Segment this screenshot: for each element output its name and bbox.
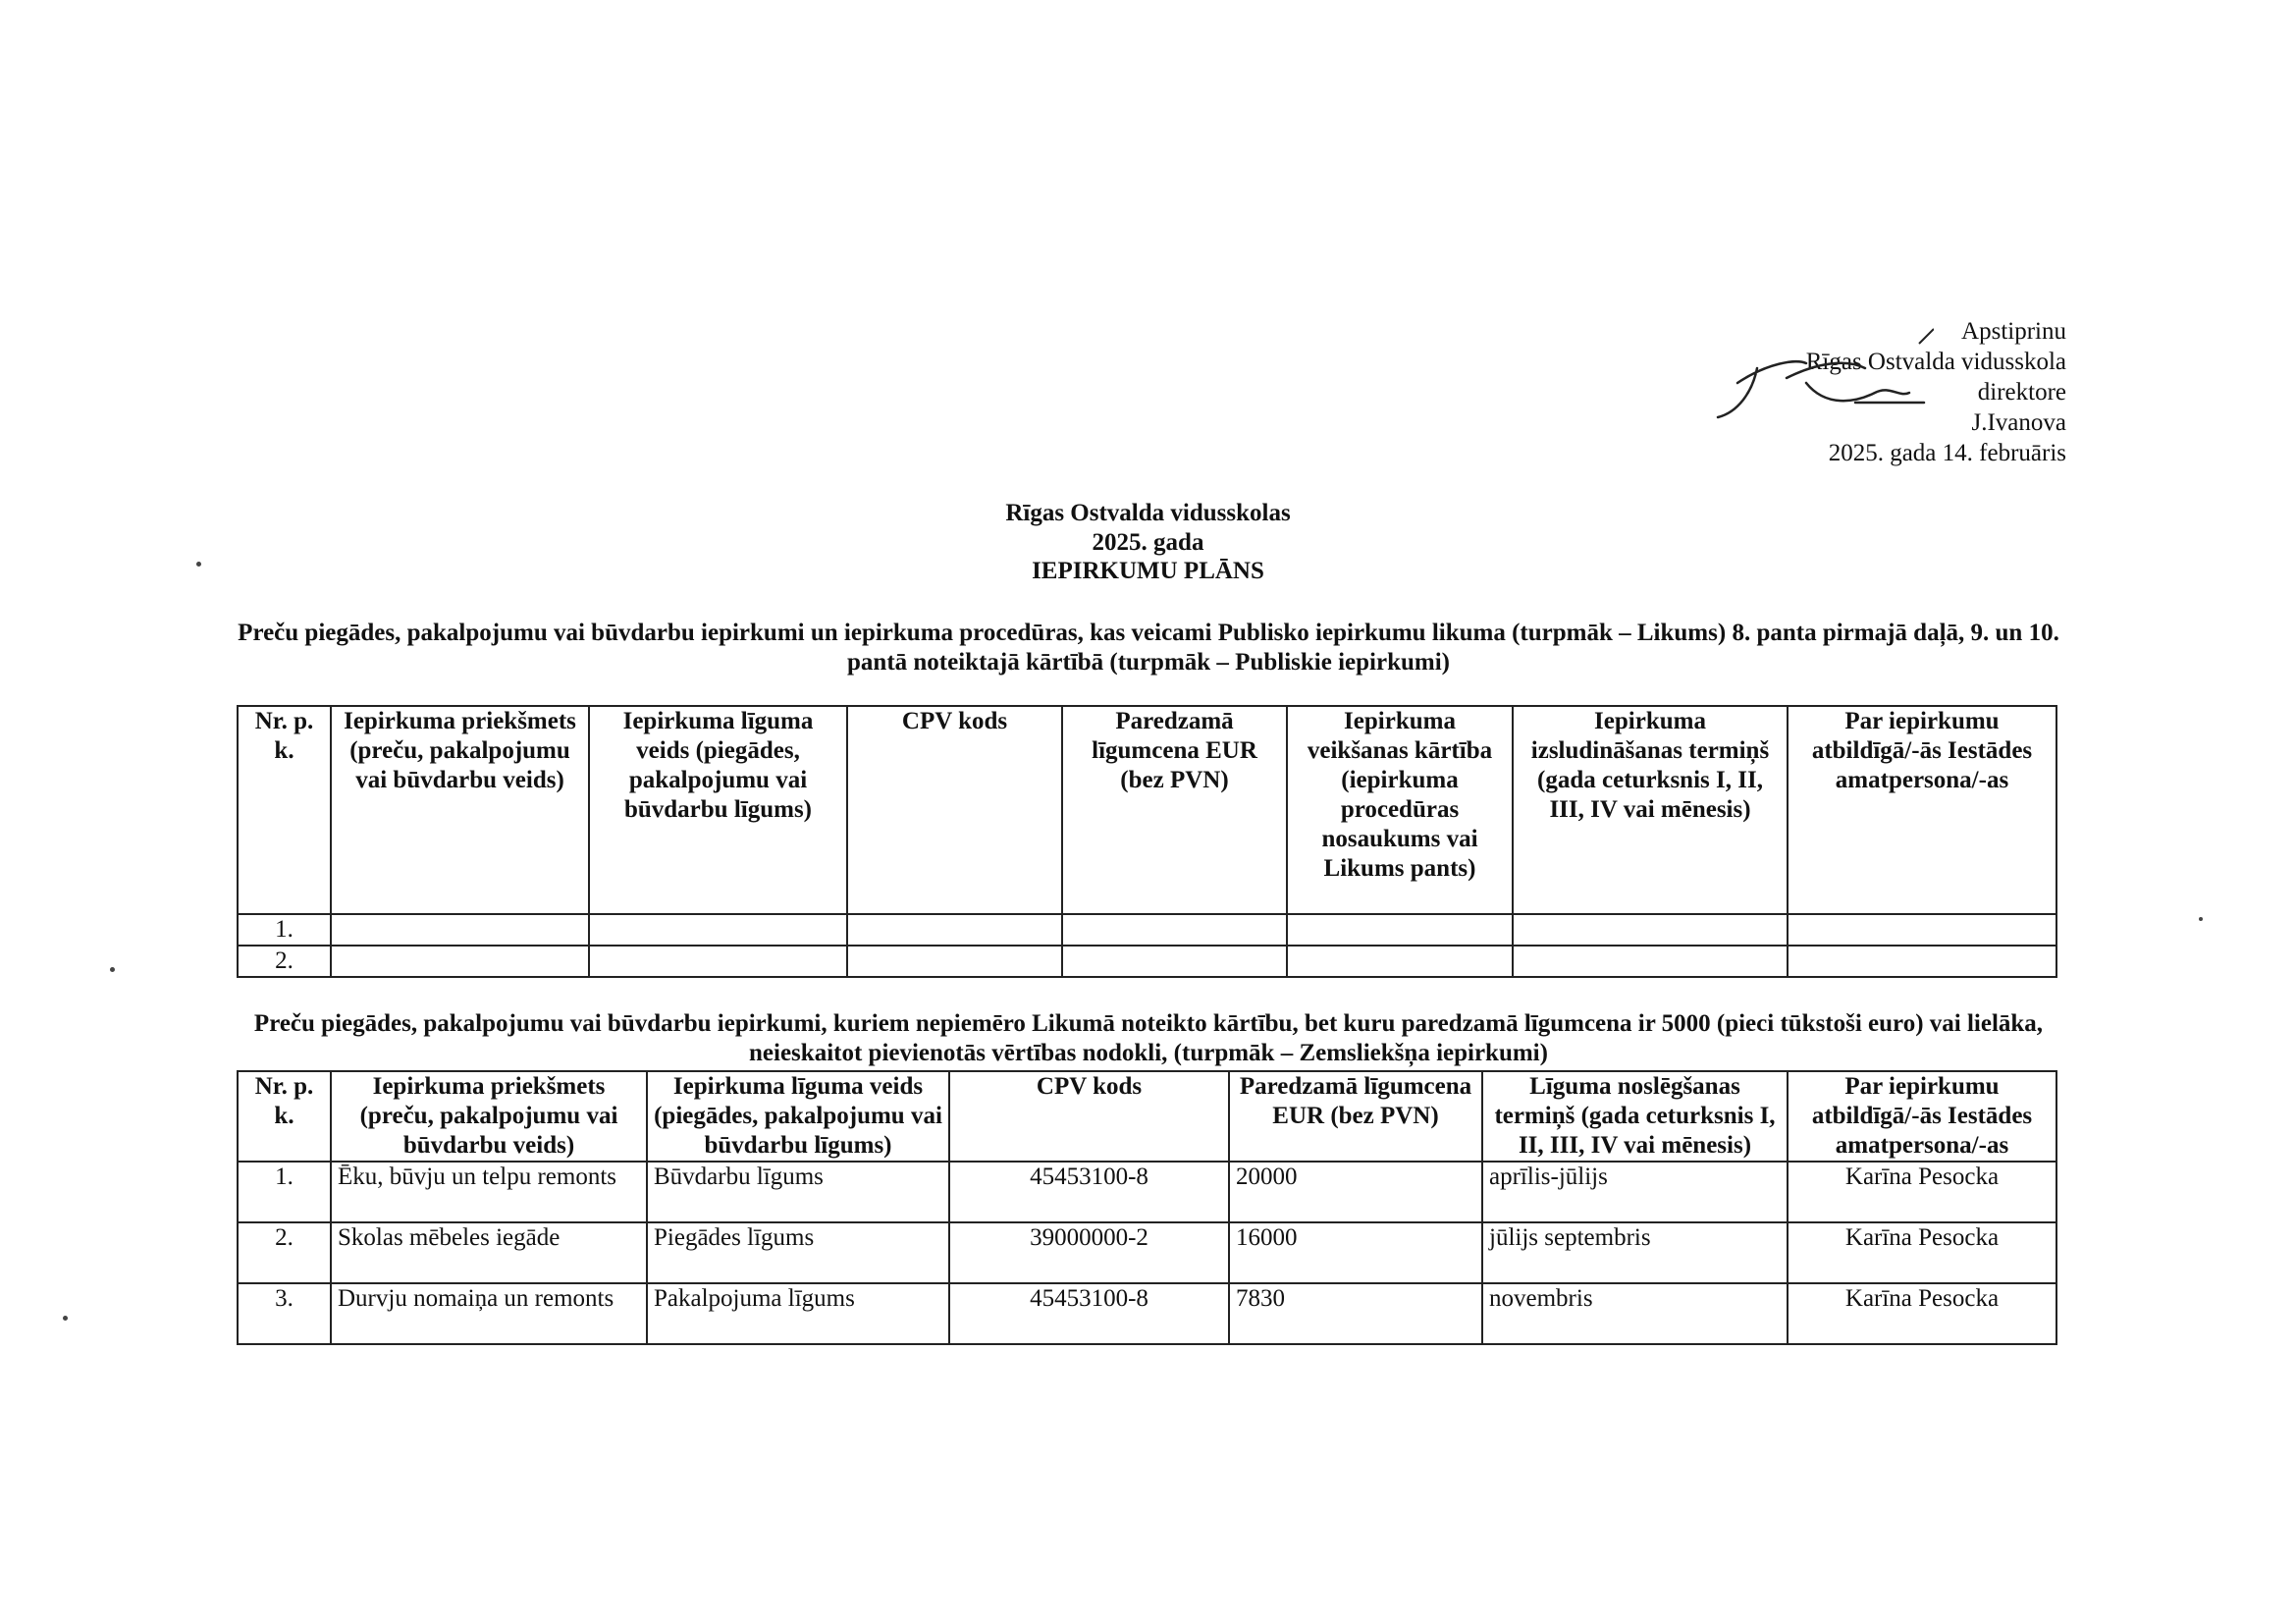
- column-header: Iepirkuma veikšanas kārtība (iepirkuma procedūras nosaukums vai Likums pants): [1287, 706, 1513, 914]
- table-row: [238, 1162, 2056, 1222]
- column-header: Iepirkuma izsludināšanas termiņš (gada ceturksnis I, II, III, IV vai mēnesis): [1513, 706, 1788, 914]
- subthreshold-procurement-table: [237, 1070, 2057, 1345]
- column-header: Par iepirkumu atbildīgā/-ās Iestādes amatpersona/-as: [1788, 1071, 2056, 1162]
- column-header: Iepirkuma priekšmets (preču, pakalpojumu vai būvdarbu veids): [331, 706, 589, 914]
- approval-line: J.Ivanova: [1971, 409, 2066, 436]
- responsible-person-cell: Karīna Pesocka: [1788, 1283, 2056, 1344]
- column-header: Nr. p. k.: [238, 706, 331, 914]
- price-cell: 20000: [1229, 1162, 1482, 1222]
- section1-intro: Preču piegādes, pakalpojumu vai būvdarbu iepirkumi un iepirkuma procedūras, kas veicami Publisko iepirkumu likuma (turpmāk – Likums) 8. panta pirmajā daļā, 9. un 10. pantā noteiktajā kārtībā (turpmāk – Publiskie iepirkumi): [238, 620, 2059, 676]
- cpv-cell: 45453100-8: [949, 1162, 1229, 1222]
- cpv-cell: 45453100-8: [949, 1283, 1229, 1344]
- row-number: 2.: [238, 946, 331, 977]
- contract-type-cell: Būvdarbu līgums: [647, 1162, 949, 1222]
- term-cell: jūlijs septembris: [1482, 1222, 1788, 1283]
- contract-type-cell: Pakalpojuma līgums: [647, 1283, 949, 1344]
- public-procurement-table: [237, 705, 2057, 978]
- subject-cell: Ēku, būvju un telpu remonts: [331, 1162, 647, 1222]
- table-header-row: [238, 706, 2056, 914]
- table-row: [238, 914, 2056, 946]
- column-header: Nr. p. k.: [238, 1071, 331, 1162]
- column-header: CPV kods: [949, 1071, 1229, 1162]
- subject-cell: Durvju nomaiņa un remonts: [331, 1283, 647, 1344]
- signature-image: [1698, 324, 1934, 442]
- scan-speck: [110, 967, 115, 972]
- subject-cell: Skolas mēbeles iegāde: [331, 1222, 647, 1283]
- responsible-person-cell: Karīna Pesocka: [1788, 1162, 2056, 1222]
- column-header: Iepirkuma līguma veids (piegādes, pakalpojumu vai būvdarbu līgums): [647, 1071, 949, 1162]
- table-header-row: [238, 1071, 2056, 1162]
- row-number: 1.: [238, 1162, 331, 1222]
- approval-line: 2025. gada 14. februāris: [1828, 440, 2066, 466]
- column-header: Par iepirkumu atbildīgā/-ās Iestādes amatpersona/-as: [1788, 706, 2056, 914]
- school-title: Rīgas Ostvalda vidusskolas: [1005, 500, 1291, 526]
- scan-speck: [2199, 917, 2203, 921]
- term-cell: aprīlis-jūlijs: [1482, 1162, 1788, 1222]
- column-header: Iepirkuma līguma veids (piegādes, pakalpojumu vai būvdarbu līgums): [589, 706, 847, 914]
- approval-line: Rīgas Ostvalda vidusskola: [1805, 349, 2066, 375]
- scan-speck: [63, 1316, 68, 1321]
- price-cell: 16000: [1229, 1222, 1482, 1283]
- column-header: CPV kods: [847, 706, 1062, 914]
- row-number: 2.: [238, 1222, 331, 1283]
- row-number: 1.: [238, 914, 331, 946]
- table-row: [238, 1283, 2056, 1344]
- row-number: 3.: [238, 1283, 331, 1344]
- contract-type-cell: Piegādes līgums: [647, 1222, 949, 1283]
- table-row: [238, 1222, 2056, 1283]
- column-header: Iepirkuma priekšmets (preču, pakalpojumu vai būvdarbu veids): [331, 1071, 647, 1162]
- term-cell: novembris: [1482, 1283, 1788, 1344]
- approval-line: direktore: [1977, 379, 2066, 406]
- year-title: 2025. gada: [1092, 529, 1204, 556]
- table-row: [238, 946, 2056, 977]
- price-cell: 7830: [1229, 1283, 1482, 1344]
- cpv-cell: 39000000-2: [949, 1222, 1229, 1283]
- approval-line: Apstiprinu: [1961, 318, 2066, 345]
- plan-title: IEPIRKUMU PLĀNS: [1032, 558, 1264, 584]
- column-header: Paredzamā līgumcena EUR (bez PVN): [1062, 706, 1287, 914]
- responsible-person-cell: Karīna Pesocka: [1788, 1222, 2056, 1283]
- column-header: Paredzamā līgumcena EUR (bez PVN): [1229, 1071, 1482, 1162]
- column-header: Līguma noslēgšanas termiņš (gada ceturksnis I, II, III, IV vai mēnesis): [1482, 1071, 1788, 1162]
- section2-intro: Preču piegādes, pakalpojumu vai būvdarbu iepirkumi, kuriem nepiemēro Likumā noteikto kārtību, bet kuru paredzamā līgumcena ir 5000 (pieci tūkstoši euro) vai lielāka, neieskaitot pievienotās vērtības nodokli, (turpmāk – Zemsliekšņa iepirkumi): [253, 1010, 2044, 1066]
- scan-speck: [196, 562, 201, 567]
